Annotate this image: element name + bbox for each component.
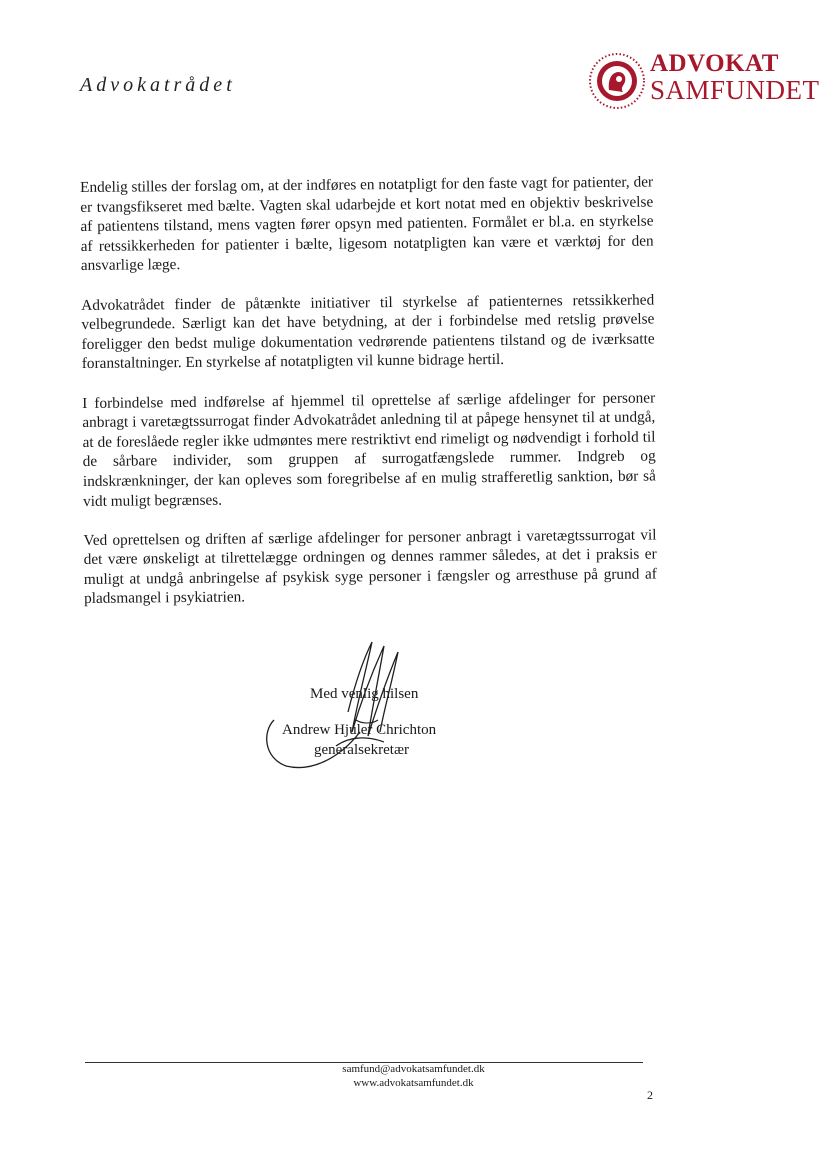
signer-title: generalsekretær	[314, 742, 409, 758]
logo-text-line1: ADVOKAT	[650, 50, 779, 77]
footer-email[interactable]: samfund@advokatsamfundet.dk	[342, 1063, 485, 1075]
handwritten-signature	[260, 640, 460, 780]
signer-name: Andrew Hjuler Chrichton	[282, 722, 437, 738]
advokatsamfundet-logo	[588, 48, 818, 114]
paragraph: Advokatrådet finder de påtænkte initiativer til styrkelse af patienternes retssikkerhed velbegrundede. Særligt kan det have betydning, at der i forbindelse med retslig prøvelse foreligger den bedst mulige dokumentation vedrørende patientens tilstand og de iværksatte foranstaltninger. En styrkelse af notatpligten vil kunne bidrage hertil.	[81, 291, 655, 373]
page-header-title: Advokatrådet	[80, 74, 236, 96]
letter-body	[80, 172, 657, 628]
closing-text: Med venlig hilsen	[310, 686, 419, 702]
footer-website[interactable]: www.advokatsamfundet.dk	[353, 1077, 474, 1089]
page-number: 2	[647, 1088, 653, 1102]
logo-text-line2: SAMFUNDET	[650, 75, 820, 105]
logo-seal-icon	[588, 52, 646, 110]
paragraph: I forbindelse med indførelse af hjemmel til oprettelse af særlige afdelinger for personer anbragt i varetægtssurrogat finder Advokatrådet anledning til at påpege hensynet til at undgå, at de foreslåede regler ikke udmøntes mere restriktivt end rimeligt og nødvendigt i forhold til de sårbare individer, som gruppen af surrogatfængslede rummer. Indgreb og indskrænkninger, der kan opleves som foregribelse af en mulig strafferetlig sanktion, bør så vidt muligt begrænses.	[82, 389, 656, 510]
paragraph: Endelig stilles der forslag om, at der indføres en notatpligt for den faste vagt for patienter, der er tvangsfikseret med bælte. Vagten skal udarbejde et kort notat med en objektiv beskrivelse af patientens tilstand, mens vagten fører opsyn med patienten. Formålet er bl.a. en styrkelse af retssikkerheden for patienter i bælte, ligesom notatpligten kan være et værktøj for den ansvarlige læge.	[80, 173, 654, 275]
signature-block	[260, 640, 520, 780]
paragraph: Ved oprettelsen og driften af særlige afdelinger for personer anbragt i varetægtssurrogat vil det være ønskeligt at tilrettelægge ordningen og dennes rammer således, at det i praksis er muligt at undgå anbringelse af psykisk syge personer i fængsler og arresthuse på grund af pladsmangel i psykiatrien.	[83, 526, 657, 608]
